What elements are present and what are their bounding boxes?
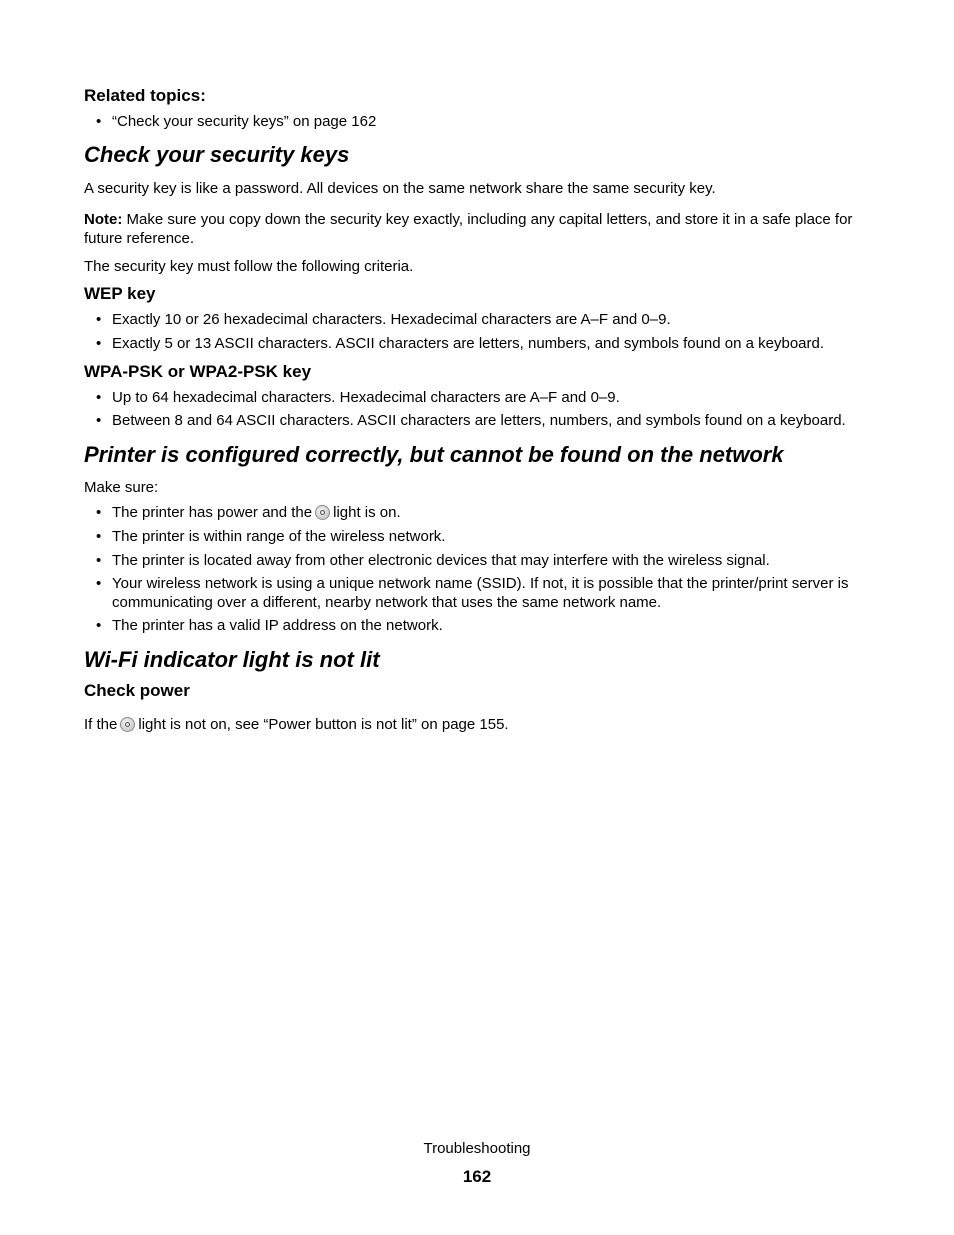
list-item: • Up to 64 hexadecimal characters. Hexadecimal characters are A–F and 0–9. [84, 388, 620, 407]
section-title-wifi: Wi-Fi indicator light is not lit [84, 647, 380, 672]
list-item: • The printer is located away from other electronic devices that may interfere with the wireless signal. [84, 551, 770, 570]
footer-section: Troubleshooting [423, 1140, 531, 1157]
list-item [84, 503, 401, 522]
check-power-heading: Check power [84, 681, 190, 700]
list-item: • Exactly 10 or 26 hexadecimal characters. Hexadecimal characters are A–F and 0–9. [84, 310, 671, 329]
not-found-intro: Make sure: [84, 479, 159, 496]
section-title-security-keys: Check your security keys [84, 142, 350, 167]
list-item: • The printer has a valid IP address on the network. [84, 616, 443, 635]
security-keys-note [84, 210, 874, 248]
list-item: • Exactly 5 or 13 ASCII characters. ASCII characters are letters, numbers, and symbols found on a keyboard. [84, 334, 824, 353]
list-item: • Your wireless network is using a unique network name (SSID). If not, it is possible that the printer/print server is communicating over a different, nearby network that uses the same network name. [84, 574, 882, 612]
security-keys-intro: A security key is like a password. All devices on the same network share the same security key. [84, 180, 716, 197]
check-power-text [84, 715, 509, 734]
power-item-text-after: light is on. [333, 504, 401, 521]
page-number: 162 [462, 1167, 492, 1186]
list-item: • Between 8 and 64 ASCII characters. ASCII characters are letters, numbers, and symbols found on a keyboard. [84, 411, 846, 430]
check-power-text-before: If the [84, 716, 118, 733]
note-text: Make sure you copy down the security key exactly, including any capital letters, and store it in a safe place for future reference. [84, 211, 853, 247]
related-topics-heading: Related topics: [84, 86, 206, 105]
power-item-text-before: The printer has power and the [112, 504, 313, 521]
check-power-text-after: light is not on, see “Power button is not lit” on page 155. [138, 716, 509, 733]
section-title-not-found: Printer is configured correctly, but cannot be found on the network [84, 442, 784, 467]
wpa-key-heading: WPA-PSK or WPA2-PSK key [84, 362, 312, 381]
related-topic-link[interactable]: • “Check your security keys” on page 162 [84, 112, 376, 131]
security-keys-criteria: The security key must follow the following criteria. [84, 258, 414, 275]
list-item: • The printer is within range of the wireless network. [84, 527, 445, 546]
power-button-icon [120, 717, 135, 732]
note-label: Note: [84, 211, 123, 228]
wep-key-heading: WEP key [84, 284, 156, 303]
power-button-icon [315, 505, 330, 520]
